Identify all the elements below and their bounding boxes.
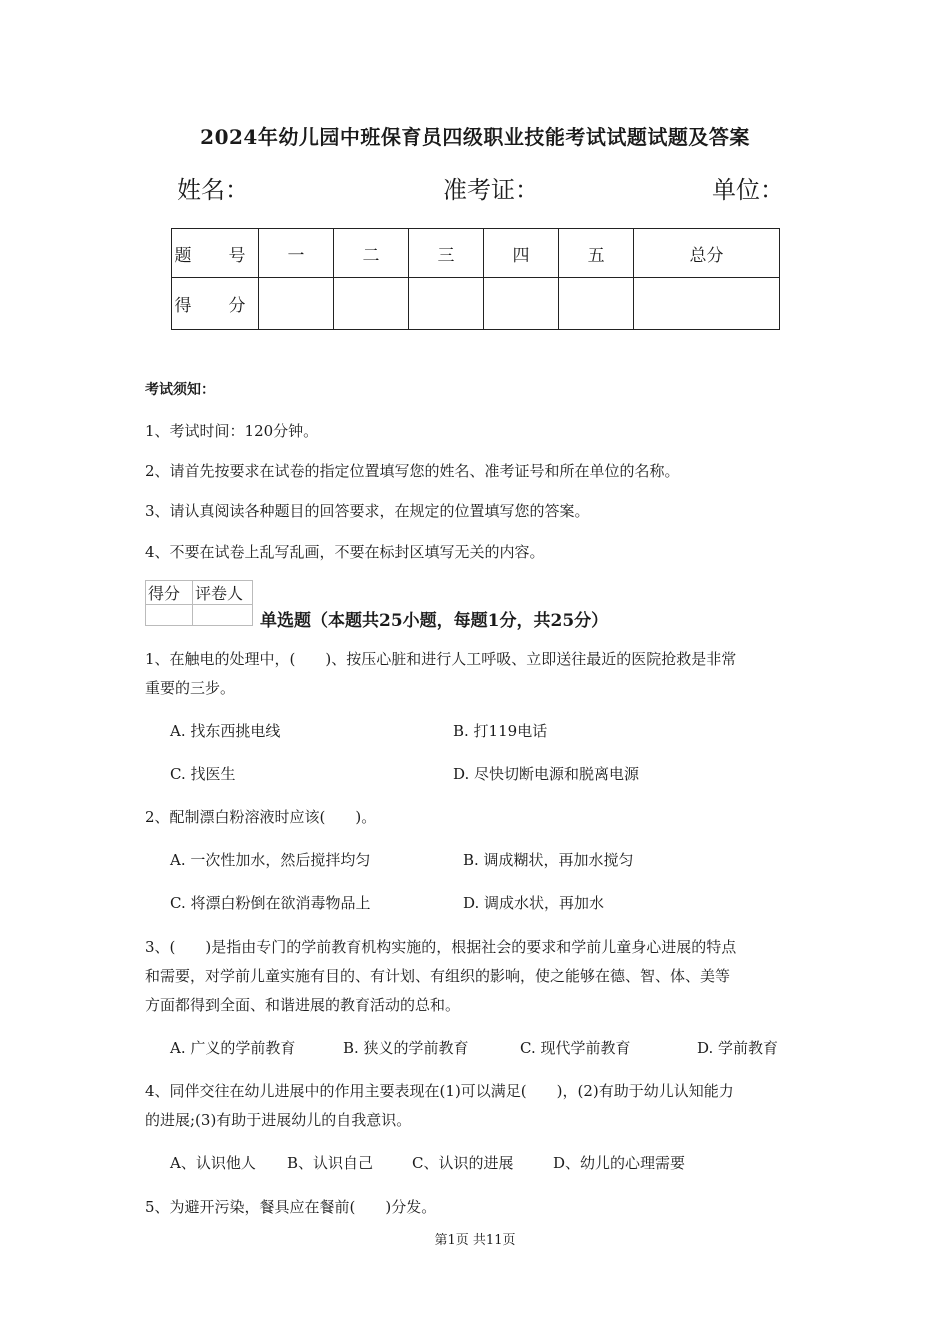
- score-cell-1[interactable]: [259, 278, 334, 330]
- q2-option-d[interactable]: D. 调成水状，再加水: [463, 894, 605, 912]
- score-table-header-3: 三: [409, 229, 484, 278]
- q4-option-d[interactable]: D、幼儿的心理需要: [553, 1154, 686, 1172]
- q3-option-d[interactable]: D. 学前教育: [697, 1039, 779, 1057]
- score-table-header-4: 四: [484, 229, 559, 278]
- unit-label: 单位：: [712, 176, 784, 204]
- score-cell-4[interactable]: [484, 278, 559, 330]
- q2-option-c[interactable]: C. 将漂白粉倒在欲消毒物品上: [170, 894, 371, 912]
- question-5-line: 5、为避开污染，餐具应在餐前( )分发。: [145, 1198, 437, 1216]
- q4-option-a[interactable]: A、认识他人: [170, 1154, 256, 1172]
- score-cell-total[interactable]: [634, 278, 780, 330]
- question-4-line: 4、同伴交往在幼儿进展中的作用主要表现在(1)可以满足( )，(2)有助于幼儿认知能力: [145, 1082, 734, 1100]
- q1-option-b[interactable]: B. 打119电话: [453, 722, 548, 740]
- notice-item: 4、不要在试卷上乱写乱画，不要在标封区填写无关的内容。: [145, 543, 545, 561]
- grader-table: [145, 580, 253, 626]
- score-cell-3[interactable]: [409, 278, 484, 330]
- grader-score-cell[interactable]: [146, 605, 193, 626]
- notice-item: 1、考试时间：120分钟。: [145, 422, 319, 440]
- q1-option-d[interactable]: D. 尽快切断电源和脱离电源: [453, 765, 640, 783]
- q1-option-c[interactable]: C. 找医生: [170, 765, 236, 783]
- page-footer: 第1页 共11页: [434, 1233, 516, 1248]
- exam-id-label: 准考证：: [443, 176, 539, 204]
- score-table-header-1: 一: [259, 229, 334, 278]
- question-3-line: 3、( )是指由专门的学前教育机构实施的，根据社会的要求和学前儿童身心进展的特点: [145, 938, 737, 956]
- q2-option-a[interactable]: A. 一次性加水，然后搅拌均匀: [170, 851, 371, 869]
- score-table: [171, 228, 780, 330]
- q1-option-a[interactable]: A. 找东西挑电线: [170, 722, 281, 740]
- q4-option-c[interactable]: C、认识的进展: [412, 1154, 514, 1172]
- score-table-row-label: 得 分: [172, 278, 259, 330]
- score-table-score-row: [172, 278, 780, 330]
- name-label: 姓名：: [177, 176, 249, 204]
- score-table-header-2: 二: [334, 229, 409, 278]
- q2-option-b[interactable]: B. 调成糊状，再加水搅匀: [463, 851, 634, 869]
- notice-item: 2、请首先按要求在试卷的指定位置填写您的姓名、准考证号和所在单位的名称。: [145, 462, 680, 480]
- q3-option-a[interactable]: A. 广义的学前教育: [170, 1039, 296, 1057]
- score-table-header-row: [172, 229, 780, 278]
- notice-heading: 考试须知：: [145, 382, 215, 398]
- score-table-header-5: 五: [559, 229, 634, 278]
- score-cell-5[interactable]: [559, 278, 634, 330]
- score-cell-2[interactable]: [334, 278, 409, 330]
- q3-option-c[interactable]: C. 现代学前教育: [520, 1039, 631, 1057]
- notice-item: 3、请认真阅读各种题目的回答要求，在规定的位置填写您的答案。: [145, 502, 590, 520]
- grader-score-label: 得分: [146, 581, 193, 605]
- question-3-line: 方面都得到全面、和谐进展的教育活动的总和。: [145, 996, 461, 1014]
- q3-option-b[interactable]: B. 狭义的学前教育: [343, 1039, 469, 1057]
- q4-option-b[interactable]: B、认识自己: [287, 1154, 374, 1172]
- question-4-line: 的进展;(3)有助于进展幼儿的自我意识。: [145, 1111, 412, 1129]
- question-1-line: 重要的三步。: [145, 679, 236, 697]
- grader-reviewer-cell[interactable]: [193, 605, 253, 626]
- page-title: 2024年幼儿园中班保育员四级职业技能考试试题试题及答案: [200, 125, 750, 149]
- question-3-line: 和需要，对学前儿童实施有目的、有计划、有组织的影响，使之能够在德、智、体、美等: [145, 967, 731, 985]
- question-1-line: 1、在触电的处理中，( )、按压心脏和进行人工呼吸、立即送往最近的医院抢救是非常: [145, 650, 737, 668]
- grader-reviewer-label: 评卷人: [193, 581, 253, 605]
- score-table-header-total: 总分: [634, 229, 780, 278]
- score-table-header-label: 题 号: [172, 229, 259, 278]
- question-2-line: 2、配制漂白粉溶液时应该( )。: [145, 808, 377, 826]
- section-title: 单选题（本题共25小题，每题1分，共25分）: [260, 611, 609, 631]
